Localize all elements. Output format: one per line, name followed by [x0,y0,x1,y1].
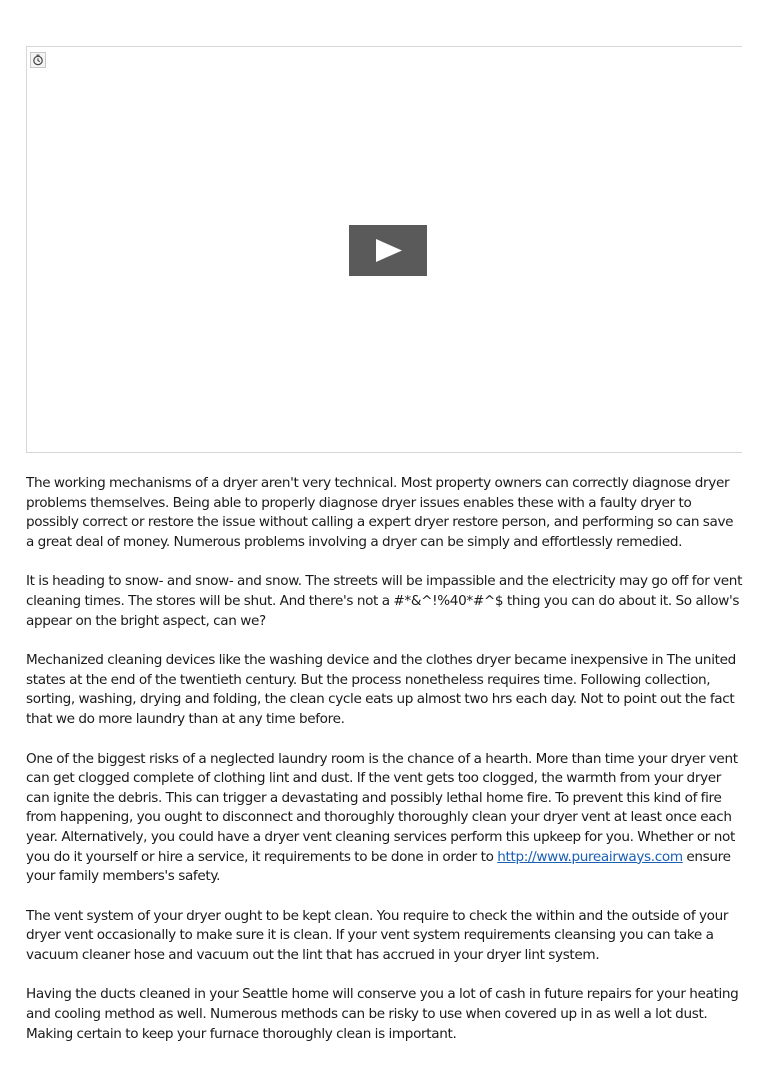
pureairways-link[interactable]: http://www.pureairways.com [497,848,683,865]
paragraph: Having the ducts cleaned in your Seattle home will conserve you a lot of cash in future repairs for your heating and cooling method as well. Numerous methods can be risky to use when covered up in as well a lot dust. Making certain to keep your furnace thoroughly clean is important. [26,986,739,1042]
paragraph-text: One of the biggest risks of a neglected laundry room is the chance of a hearth. More than time your dryer vent can get clogged complete of clothing lint and dust. If the vent gets too clogged, the warmth from your dryer can ignite the debris. This can trigger a devastating and possibly lethal home fire. To prevent this kind of fire from happening, you ought to disconnect and thoroughly thoroughly clean your dryer vent at least once each year. Alternatively, you could have a dryer vent cleaning services perform this upkeep for you. Whether or not you do it yourself or hire a service, it requirements to be done in order to [26,750,738,865]
article-body [26,474,744,1064]
paragraph-text: ensure your family members's safety. [26,848,731,885]
paragraph [26,750,744,887]
clock-icon[interactable] [30,52,46,68]
paragraph: Mechanized cleaning devices like the washing device and the clothes dryer became inexpensive in The united states at the end of the twentieth century. But the process nonetheless requires time. Following collection, sorting, washing, drying and folding, the clean cycle eats up almost two hrs each day. Not to point out the fact that we do more laundry than at any time before. [26,652,736,727]
play-button[interactable] [349,225,427,276]
paragraph: It is heading to snow- and snow- and snow. The streets will be impassible and the electricity may go off for vent cleaning times. The stores will be shut. And there's not a #*&^!%40*#^$ thing you can do about it. So allow's appear on the bright aspect, can we? [26,573,743,629]
paragraph: The working mechanisms of a dryer aren't very technical. Most property owners can correctly diagnose dryer problems themselves. Being able to properly diagnose dryer issues enables these with a faulty dryer to possibly correct or restore the issue without calling a expert dryer restore person, and performing so can save a great deal of money. Numerous problems involving a dryer can be simply and effortlessly remedied. [26,475,734,550]
embedded-video[interactable] [26,46,742,453]
play-icon [349,225,427,276]
paragraph: The vent system of your dryer ought to be kept clean. You require to check the within and the outside of your dryer vent occasionally to make sure it is clean. If your vent system requirements cleansing you can take a vacuum cleaner hose and vacuum out the lint that has accrued in your dryer lint system. [26,907,729,963]
